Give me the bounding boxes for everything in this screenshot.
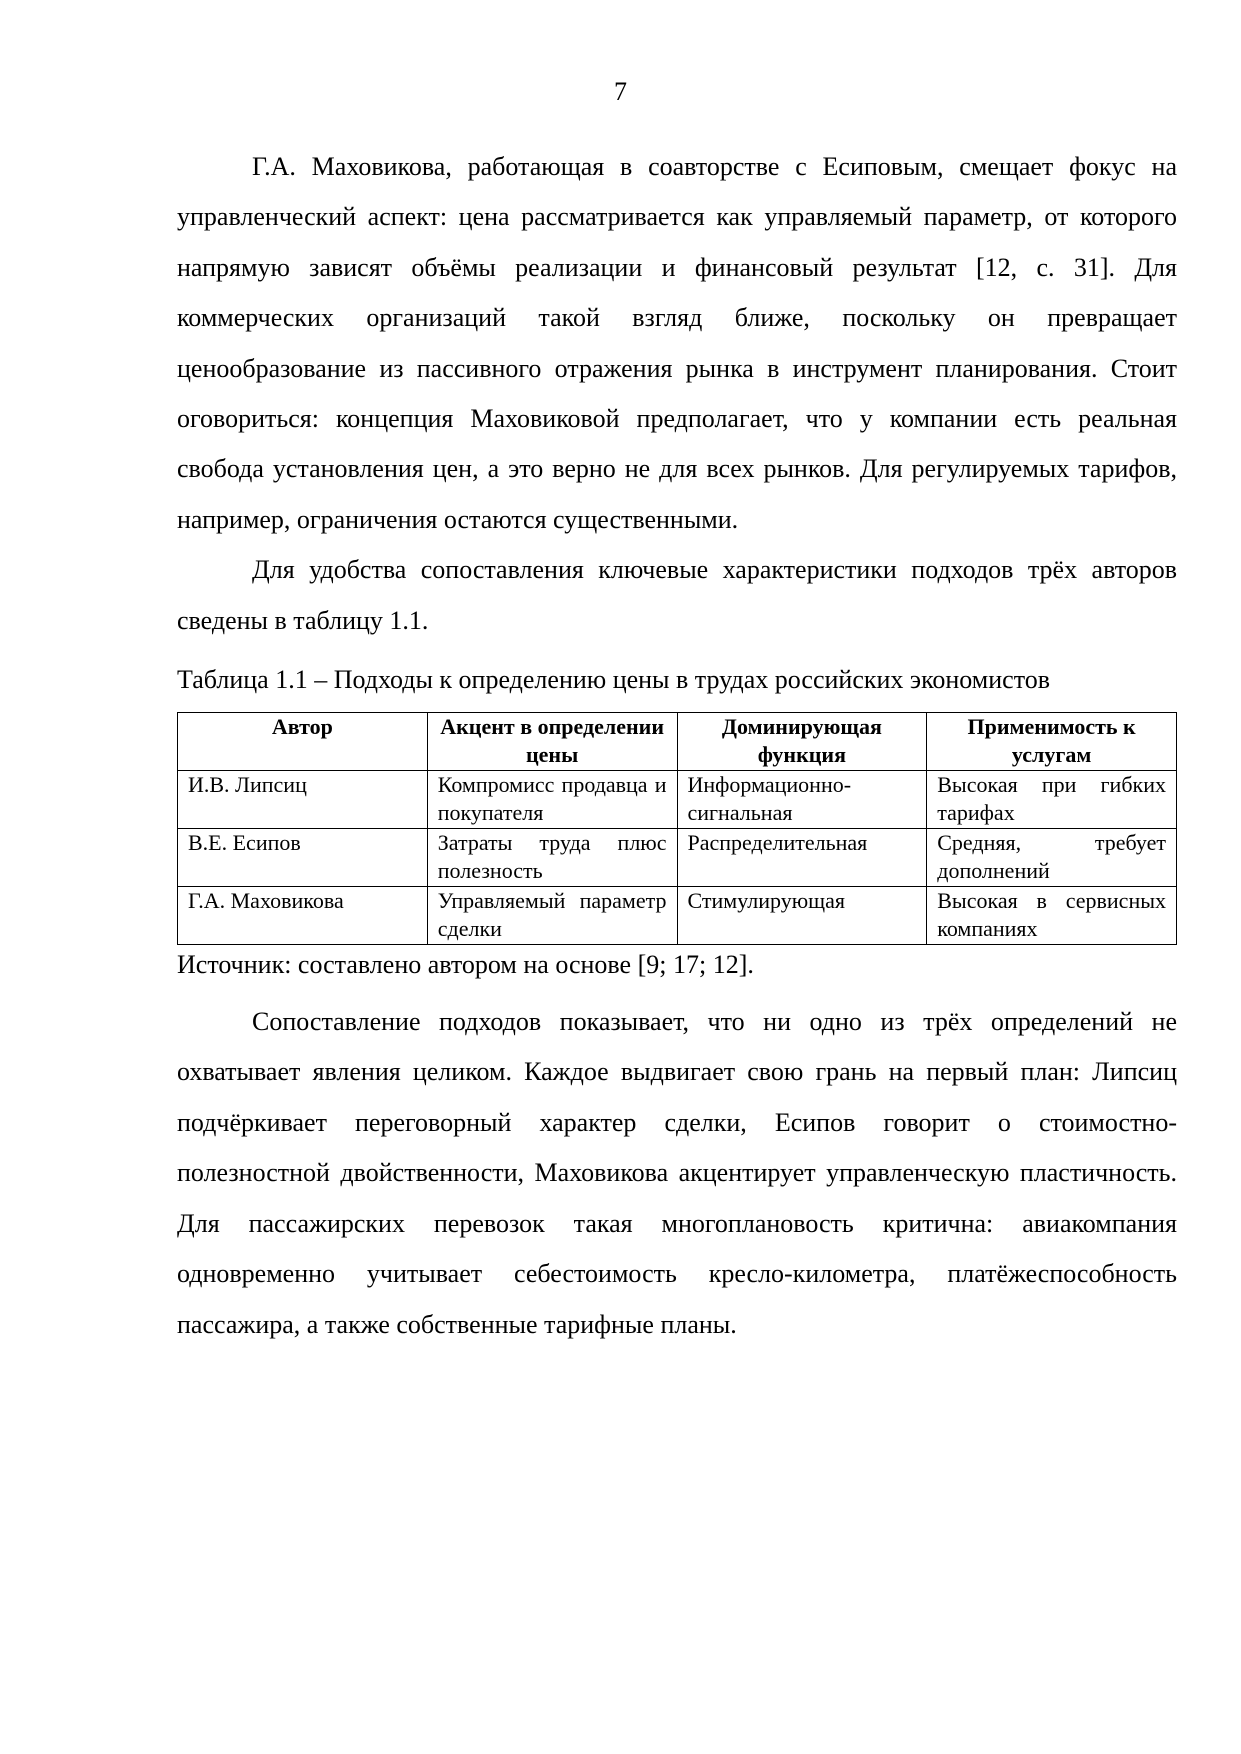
cell-author: В.Е. Есипов — [178, 829, 428, 887]
header-author: Автор — [178, 713, 428, 771]
paragraph-comparison: Сопоставление подходов показывает, что ни одно из трёх определений не охватывает явления целиком. Каждое выдвигает свою грань на первый план: Липсиц подчёркивает переговорный характер сделки, Есипов говорит о стоимостно-полезностной двойственности, Маховикова акцентирует управленческую пластичность. Для пассажирских перевозок такая многоплановость критична: авиакомпания одновременно учитывает себестоимость кресло-километра, платёжеспособность пассажира, а также собственные тарифные планы. — [177, 1007, 1177, 1339]
cell-function: Распределительная — [677, 829, 927, 887]
paragraph-table-intro: Для удобства сопоставления ключевые характеристики подходов трёх авторов сведены в таблицу 1.1. — [177, 555, 1177, 635]
table-row — [178, 829, 1177, 887]
cell-emphasis: Компромисс продавца и покупателя — [427, 771, 677, 829]
cell-function: Стимулирующая — [677, 887, 927, 945]
cell-applicability: Высокая в сервисных компаниях — [927, 887, 1177, 945]
header-function: Доминирующая функция — [677, 713, 927, 771]
table-caption: Таблица 1.1 – Подходы к определению цены в трудах российских экономистов — [177, 665, 1051, 695]
table-row — [178, 887, 1177, 945]
document-body — [177, 142, 1177, 1350]
cell-function: Информационно-сигнальная — [677, 771, 927, 829]
cell-author: Г.А. Маховикова — [178, 887, 428, 945]
table-row — [178, 771, 1177, 829]
cell-author: И.В. Липсиц — [178, 771, 428, 829]
comparison-table — [177, 712, 1177, 945]
header-applicability: Применимость к услугам — [927, 713, 1177, 771]
paragraph-makhovikova: Г.А. Маховикова, работающая в соавторстве с Есиповым, смещает фокус на управленческий аспект: цена рассматривается как управляемый параметр, от которого напрямую зависят объёмы реализации и финансовый результат [12, с. 31]. Для коммерческих организаций такой взгляд ближе, поскольку он превращает ценообразование из пассивного отражения рынка в инструмент планирования. Стоит оговориться: концепция Маховиковой предполагает, что у компании есть реальная свобода установления цен, а это верно не для всех рынков. Для регулируемых тарифов, например, ограничения остаются существенными. — [177, 152, 1177, 534]
cell-applicability: Высокая при гибких тарифах — [927, 771, 1177, 829]
cell-applicability: Средняя, требует дополнений — [927, 829, 1177, 887]
cell-emphasis: Затраты труда плюс полезность — [427, 829, 677, 887]
header-emphasis: Акцент в определении цены — [427, 713, 677, 771]
table-source-note: Источник: составлено автором на основе [9; 17; 12]. — [177, 950, 754, 980]
table-header-row — [178, 713, 1177, 771]
page-number: 7 — [614, 77, 627, 106]
cell-emphasis: Управляемый параметр сделки — [427, 887, 677, 945]
